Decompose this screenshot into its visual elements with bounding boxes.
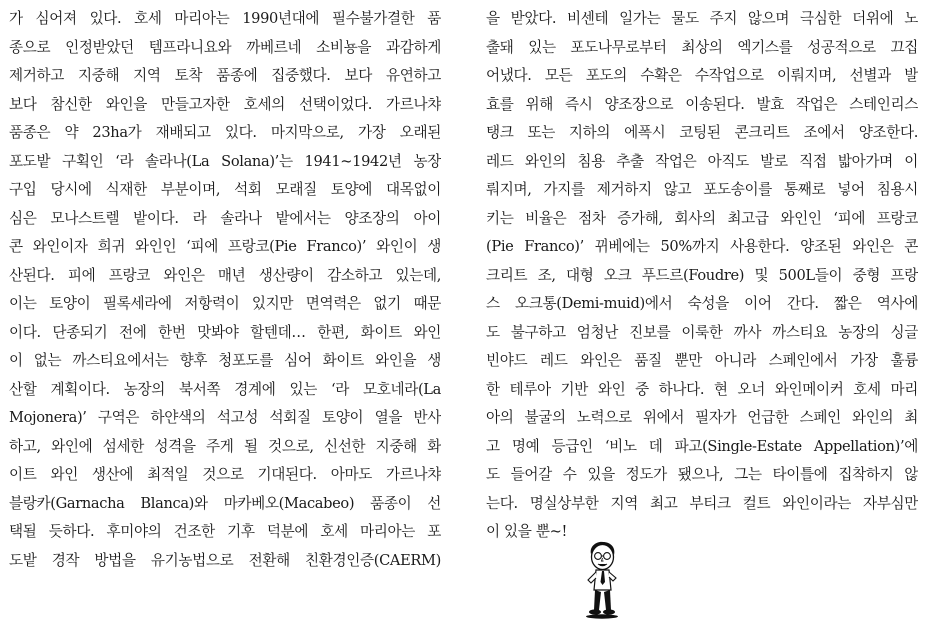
author-caricature-icon xyxy=(583,540,621,620)
left-line-12: 이다. 단종되기 전에 한번 맛봐야 할텐데… 한편, 화이트 와인 xyxy=(9,323,441,341)
left-line-13: 이 없는 까스티요에서는 향후 청포도를 심어 화이트 와인을 생 xyxy=(9,352,441,369)
right-line-2: 출돼 있는 포도나무로부터 최상의 엑기스를 성공적으로 끄집 xyxy=(486,38,918,56)
left-line-16: 하고, 와인에 섬세한 성격을 주게 될 것으로, 신선한 지중해 화 xyxy=(9,437,441,455)
right-line-19: 이 있을 뿐~! xyxy=(486,523,567,540)
left-line-17: 이트 와인 생산에 최적일 것으로 기대된다. 아마도 가르나챠 xyxy=(9,466,441,483)
left-line-7: 구입 당시에 식재한 부분이며, 석회 모래질 토양에 대목없이 xyxy=(9,181,441,198)
left-line-14: 산할 계획이다. 농장의 북서쪽 경계에 있는 ‘라 모호네라(La xyxy=(9,380,441,398)
right-line-13: 빈야드 레드 와인은 품질 뿐만 아니라 스페인에서 가장 훌륭 xyxy=(486,352,918,369)
right-line-7: 뤄지며, 가지를 제거하지 않고 포도송이를 통째로 넣어 침용시 xyxy=(486,181,918,198)
left-line-11: 이는 토양이 필록세라에 저항력이 있지만 면역력은 없기 때문 xyxy=(9,295,441,312)
left-line-18: 블랑카(Garnacha Blanca)와 마카베오(Macabeo) 품종이 선 xyxy=(9,494,441,512)
right-line-12: 도 불구하고 엄청난 진보를 이룩한 까사 까스티요 농장의 싱글 xyxy=(486,323,918,341)
left-line-5: 품종은 약 23ha가 재배되고 있다. 마지막으로, 가장 오래된 xyxy=(9,124,441,141)
right-line-8: 키는 비율은 점차 증가해, 회사의 최고급 와인인 ‘피에 프랑코 xyxy=(486,209,918,227)
right-line-6: 레드 와인의 침용 추출 작업은 아직도 발로 직접 밟아가며 이 xyxy=(486,152,918,170)
left-line-15: Mojonera)’ 구역은 하얀색의 석고성 석회질 토양이 열을 반사 xyxy=(9,409,441,426)
right-line-16: 고 명예 등급인 ‘비노 데 파고(Single-Estate Appellation)’에 xyxy=(486,437,918,455)
right-column xyxy=(486,5,918,547)
right-line-17: 도 들어갈 수 있을 정도가 됐으나, 그는 타이틀에 집착하지 않 xyxy=(486,466,918,483)
left-line-1: 가 심어져 있다. 호세 마리아는 1990년대에 필수불가결한 품 xyxy=(9,10,441,27)
right-line-5: 탱크 또는 지하의 에폭시 코팅된 콘크리트 조에서 양조한다. xyxy=(486,124,918,141)
right-line-1: 을 받았다. 비센테 일가는 물도 주지 않으며 극심한 더위에 노 xyxy=(486,10,918,27)
left-line-10: 산된다. 피에 프랑코 와인은 매년 생산량이 감소하고 있는데, xyxy=(9,266,441,284)
right-line-9: (Pie Franco)’ 뀌베에는 50%까지 사용한다. 양조된 와인은 콘 xyxy=(486,238,918,255)
right-line-11: 스 오크통(Demi-muid)에서 숙성을 이어 간다. 짧은 역사에 xyxy=(486,295,918,312)
left-line-2: 종으로 인정받았던 템프라니요와 까베르네 소비뇽을 과감하게 xyxy=(9,38,441,56)
left-line-20: 도밭 경작 방법을 유기농법으로 전환해 친환경인증(CAERM) xyxy=(9,551,441,569)
right-line-4: 효를 위해 즉시 양조장으로 이송된다. 발효 작업은 스테인리스 xyxy=(486,95,918,113)
left-line-3: 제거하고 지중해 지역 토착 품종에 집중했다. 보다 유연하고 xyxy=(9,67,441,84)
left-line-4: 보다 참신한 와인을 만들고자한 호세의 선택이었다. 가르나챠 xyxy=(9,95,441,113)
right-line-10: 크리트 조, 대형 오크 푸드르(Foudre) 및 500L들이 중형 프랑 xyxy=(486,266,918,284)
right-line-15: 아의 불굴의 노력으로 위에서 필자가 언급한 스페인 와인의 최 xyxy=(486,409,918,426)
left-column xyxy=(9,5,441,575)
right-line-3: 어냈다. 모든 포도의 수확은 수작업으로 이뤄지며, 선별과 발 xyxy=(486,67,918,84)
left-line-8: 심은 모나스트렐 밭이다. 라 솔라나 밭에서는 양조장의 아이 xyxy=(9,209,441,227)
right-line-14: 한 테루아 기반 와인 중 하나다. 현 오너 와인메이커 호세 마리 xyxy=(486,380,918,398)
left-line-9: 콘 와인이자 희귀 와인인 ‘피에 프랑코(Pie Franco)’ 와인이 생 xyxy=(9,238,441,255)
right-line-18: 는다. 명실상부한 지역 최고 부티크 컬트 와인이라는 자부심만 xyxy=(486,494,918,512)
left-line-19: 택될 듯하다. 후미야의 건조한 기후 덕분에 호세 마리아는 포 xyxy=(9,523,441,540)
left-line-6: 포도밭 구획인 ‘라 솔라나(La Solana)’는 1941~1942년 농장 xyxy=(9,152,441,170)
